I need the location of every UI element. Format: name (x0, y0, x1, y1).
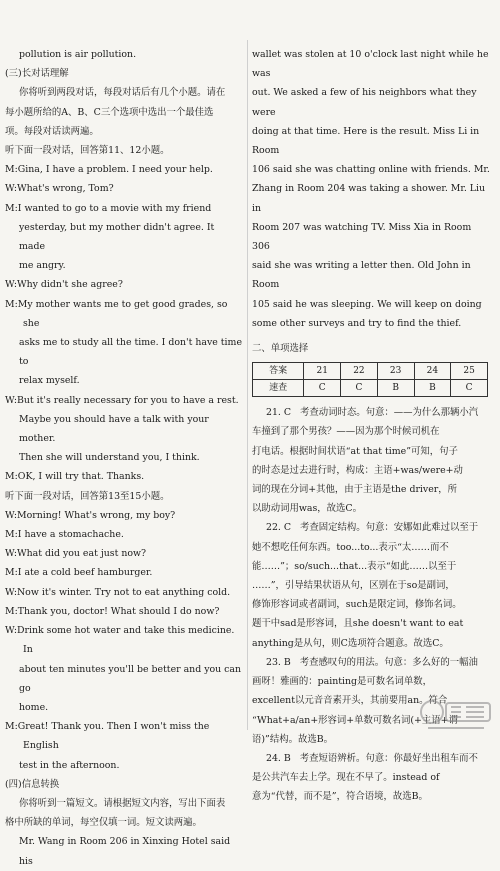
text-line: W:Now it's winter. Try not to eat anything cold. (5, 586, 231, 598)
passage-line: said she was writing a letter then. Old John in Room (252, 260, 474, 291)
answer-table (252, 362, 488, 397)
text-line: Maybe you should have a talk with your mother. (19, 413, 212, 445)
table-cell: 速查 (253, 380, 304, 397)
explanation-line: 车撞到了那个男孩？——因为那个时候司机在 (252, 426, 440, 438)
column-divider (247, 40, 248, 730)
text-line: M:Thank you, doctor! What should I do now? (5, 605, 220, 617)
text-line: asks me to study all the time. I don't have time to (19, 337, 245, 368)
table-cell: B (414, 380, 451, 397)
text-line: Then she will understand you, I think. (19, 452, 200, 464)
explanation-line: 是公共汽车去上学。现在不早了。instead of (252, 772, 440, 784)
watermark-logo-icon (418, 698, 494, 732)
explanation-line: excellent以元音音素开头，其前要用an。符合 (252, 695, 448, 707)
table-cell: 23 (377, 363, 414, 380)
text-line: 你将听到一篇短文。请根据短文内容，写出下面表 (19, 797, 226, 809)
text-line: 你将听到两段对话，每段对话后有几个小题。请在 (19, 87, 226, 99)
explanation-line: 她不想吃任何东西。too...to...表示“太……而不 (252, 541, 449, 553)
text-line: M:I wanted to go to a movie with my friend (5, 202, 212, 214)
passage-line: some other surveys and try to find the thief. (252, 317, 462, 329)
table-cell: C (304, 380, 341, 397)
text-line: pollution is air pollution. (19, 49, 137, 60)
right-column (252, 45, 490, 807)
table-cell: 24 (414, 363, 451, 380)
text-line: yesterday, but my mother didn't agree. It made (19, 221, 218, 253)
answer-table-header-row (253, 363, 488, 380)
explanation-line: anything是从句，则C选项符合题意。故选C。 (252, 637, 449, 649)
passage-line: Zhang in Room 204 was taking a shower. Mr. Liu in (252, 183, 489, 214)
explanation-line: 21. C 考查动词时态。句意：——为什么那辆小汽 (266, 407, 479, 419)
passage-line: doing at that time. Here is the result. Miss Li in Room (252, 125, 483, 157)
passage-line: 105 said he was sleeping. We will keep on doing (252, 298, 482, 310)
text-line: W:Why didn't she agree? (5, 279, 123, 291)
table-cell: B (377, 380, 414, 397)
table-cell: 25 (451, 363, 488, 380)
passage-line: 106 said she was chatting online with friends. Mr. (252, 164, 490, 176)
table-cell: 21 (304, 363, 341, 380)
text-line: home. (19, 701, 49, 713)
explanation-line: 修饰形容词或者副词，such是限定词，修饰名词。 (252, 599, 462, 611)
explanation-line: 意为“代替，而不是”，符合语境，故选B。 (252, 791, 428, 803)
table-cell: 答案 (253, 363, 304, 380)
left-column (5, 45, 245, 871)
text-line: W:Drink some hot water and take this medicine. In (5, 625, 238, 656)
text-line: W:But it's really necessary for you to have a rest. (5, 394, 239, 406)
explanation-line: 词的现在分词+其他，由于主语是the driver，所 (252, 484, 457, 496)
text-line: (三)长对话理解 (5, 68, 69, 80)
explanation-line: 能……”；so/such...that...表示“如此……以至于 (252, 560, 457, 572)
explanation-line: 打电话。根据时间状语“at that time”可知，句子 (252, 445, 458, 457)
text-line: relax myself. (19, 375, 80, 387)
passage-line: Room 207 was watching TV. Miss Xia in Room 306 (252, 221, 475, 253)
text-line: (四)信息转换 (5, 778, 60, 790)
text-line: M:OK, I will try that. Thanks. (5, 471, 145, 483)
explanation-line: 以助动词用was，故选C。 (252, 503, 362, 515)
explanation-line: 的时态是过去进行时，构成：主语+was/were+动 (252, 464, 463, 476)
text-line: 项。每段对话读两遍。 (5, 125, 99, 137)
text-line: test in the afternoon. (19, 759, 120, 771)
text-line: M:Gina, I have a problem. I need your help. (5, 164, 213, 176)
explanation-line: 22. C 考查固定结构。句意：安娜如此难过以至于 (266, 522, 479, 534)
passage-line: out. We asked a few of his neighbors what they were (252, 87, 480, 118)
text-line: 格中所缺的单词，每空仅填一词。短文读两遍。 (5, 817, 202, 829)
passage-text (252, 45, 490, 333)
section-heading: 二、单项选择 (252, 343, 309, 355)
table-cell: C (341, 380, 378, 397)
explanation-line: “What+a/an+形容词+单数可数名词(+主语+谓 (252, 714, 458, 726)
text-line: M:Great! Thank you. Then I won't miss the English (5, 721, 213, 752)
explanation-line: 语)”结构。故选B。 (252, 733, 333, 745)
explanations (252, 403, 490, 806)
explanation-line: 23. B 考查感叹句的用法。句意：多么好的一幅油 (266, 656, 478, 668)
table-cell: 22 (341, 363, 378, 380)
explanation-line: 画呀！雅画的：painting是可数名词单数， (252, 676, 433, 688)
passage-line: wallet was stolen at 10 o'clock last night while he was (252, 49, 492, 80)
table-cell: C (451, 380, 488, 397)
text-line: 听下面一段对话，回答第11、12小题。 (5, 145, 170, 157)
text-line: W:Morning! What's wrong, my boy? (5, 509, 176, 521)
text-line: Mr. Wang in Room 206 in Xinxing Hotel said his (19, 836, 234, 867)
explanation-line: 题干中sad是形容词，且she doesn't want to eat (252, 618, 464, 630)
text-line: W:What's wrong, Tom? (5, 183, 114, 195)
answer-table-answer-row (253, 380, 488, 397)
explanation-line: ……”，引导结果状语从句，区别在于so是副词， (252, 580, 455, 592)
text-line: M:I have a stomachache. (5, 529, 124, 541)
text-line: 听下面一段对话，回答第13至15小题。 (5, 490, 170, 502)
explanation-line: 24. B 考查短语辨析。句意：你最好坐出租车而不 (266, 752, 478, 764)
text-line: about ten minutes you'll be better and you can go (19, 663, 245, 694)
text-line: me angry. (19, 260, 66, 272)
text-line: M:I ate a cold beef hamburger. (5, 567, 153, 579)
text-line: M:My mother wants me to get good grades, so she (5, 298, 231, 329)
text-line: W:What did you eat just now? (5, 548, 147, 560)
text-line: 每小题所给的A、B、C三个选项中选出一个最佳选 (5, 106, 214, 118)
